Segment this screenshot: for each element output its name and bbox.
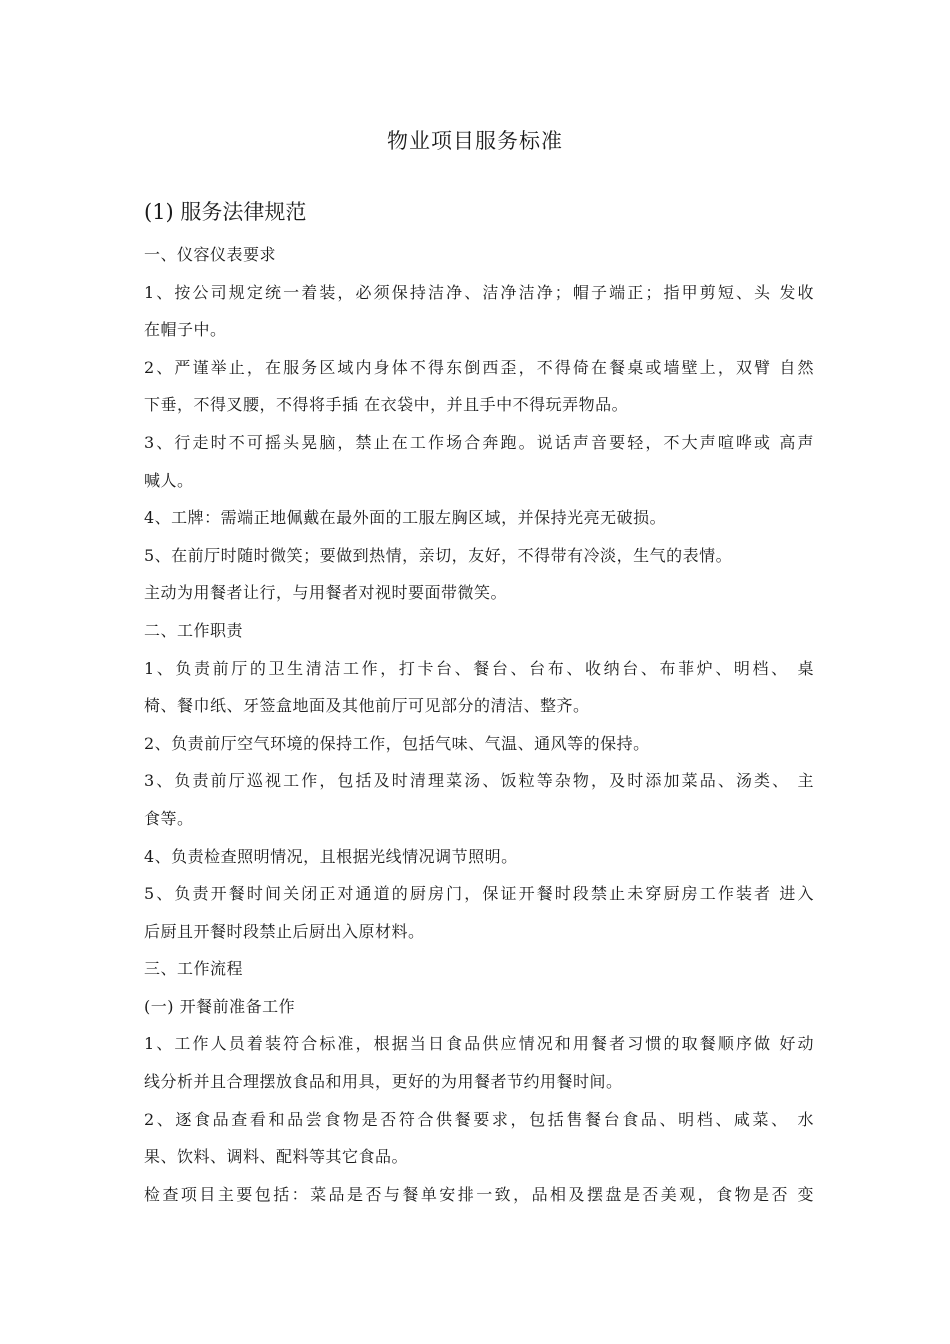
- text-line: 1、负责前厅的卫生清洁工作，打卡台、餐台、台布、收纳台、布菲炉、明档、 桌: [144, 658, 814, 678]
- text-line: 1、按公司规定统一着装，必须保持洁净、洁净洁净；帽子端正；指甲剪短、头 发收: [144, 282, 814, 302]
- text-line: 下垂，不得叉腰，不得将手插 在衣袋中，并且手中不得玩弄物品。: [144, 395, 629, 415]
- text-line: 椅、餐巾纸、牙签盒地面及其他前厅可见部分的清洁、整齐。: [144, 696, 590, 716]
- text-line: 后厨且开餐时段禁止后厨出入原材料。: [144, 921, 425, 941]
- text-line: 二、工作职责: [144, 620, 244, 640]
- text-line: 4、工牌：需端正地佩戴在最外面的工服左胸区域，并保持光亮无破损。: [144, 508, 667, 528]
- text-line: 1、工作人员着装符合标准，根据当日食品供应情况和用餐者习惯的取餐顺序做 好动: [144, 1034, 814, 1054]
- text-line: 在帽子中。: [144, 320, 227, 340]
- text-line: 喊人。: [144, 470, 194, 490]
- text-line: 线分析并且合理摆放食品和用具，更好的为用餐者节约用餐时间。: [144, 1072, 623, 1092]
- document-body: [144, 236, 814, 1213]
- section-heading: (1) 服务法律规范: [144, 200, 307, 224]
- text-line: (一) 开餐前准备工作: [144, 996, 296, 1016]
- text-line: 一、仪容仪表要求: [144, 245, 277, 264]
- text-line: 4、负责检查照明情况，且根据光线情况调节照明。: [144, 846, 518, 866]
- document-title: 物业项目服务标准: [387, 129, 563, 153]
- text-line: 检查项目主要包括：菜品是否与餐单安排一致，品相及摆盘是否美观，食物是否 变: [144, 1184, 814, 1204]
- text-line: 2、负责前厅空气环境的保持工作，包括气味、气温、通风等的保持。: [144, 733, 650, 753]
- text-line: 2、逐食品查看和品尝食物是否符合供餐要求，包括售餐台食品、明档、咸菜、 水: [144, 1109, 814, 1129]
- text-line: 3、行走时不可摇头晃脑，禁止在工作场合奔跑。说话声音要轻，不大声喧哗或 高声: [144, 432, 814, 452]
- text-line: 5、在前厅时随时微笑；要做到热情，亲切，友好，不得带有冷淡，生气的表情。: [144, 545, 733, 565]
- text-line: 主动为用餐者让行，与用餐者对视时要面带微笑。: [144, 583, 508, 603]
- text-line: 三、工作流程: [144, 959, 244, 979]
- text-line: 5、负责开餐时间关闭正对通道的厨房门，保证开餐时段禁止未穿厨房工作装者 进入: [144, 884, 814, 904]
- text-line: 食等。: [144, 808, 194, 828]
- text-line: 果、饮料、调料、配料等其它食品。: [144, 1147, 409, 1167]
- text-line: 2、严谨举止，在服务区域内身体不得东倒西歪，不得倚在餐桌或墙壁上，双臂 自然: [144, 357, 814, 377]
- text-line: 3、负责前厅巡视工作，包括及时清理菜汤、饭粒等杂物，及时添加菜品、汤类、 主: [144, 771, 814, 791]
